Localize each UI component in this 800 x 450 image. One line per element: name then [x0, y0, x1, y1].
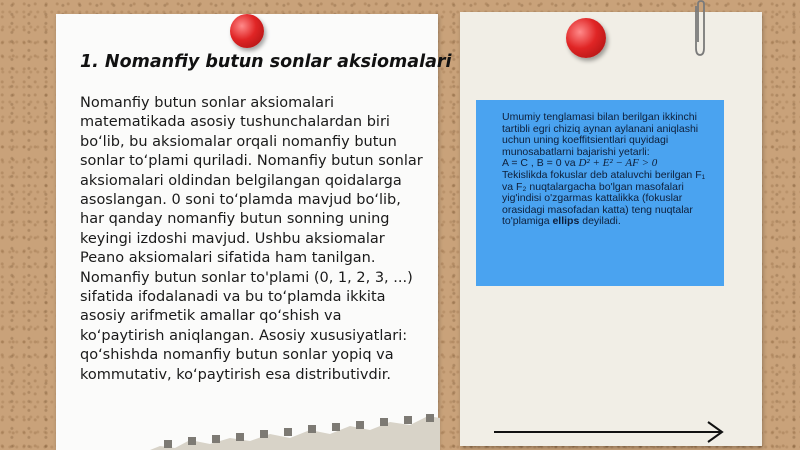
note-body-text: Nomanfiy butun sonlar aksiomalari matematikada asosiy tushunchalardan biri bo‘lib, bu aksiomalar orqali nomanfiy butun sonlar to‘plami quriladi. Nomanfiy butun sonlar aksiomalari oldindan belgilangan qoidalarga asoslangan. 0 soni to‘plamda mavjud bo‘lib, har qanday nomanfiy butun sonning uning keyingi izdoshi mavjud. Ushbu aksiomalar Peano aksiomalari sifatida ham tanilgan. Nomanfiy butun sonlar to'plami (0, 1, 2, 3, ...) sifatida ifodalanadi va bu to‘plamda ikkita asosiy arifmetik amallar qo‘shish va ko‘paytirish aniqlangan. Asosiy xususiyatlari: qo‘shishda nomanfiy butun sonlar yopiq va kommutativ, ko‘paytirish esa distributivdir.: [80, 95, 423, 383]
coefficient-conditions: A = C , B = 0 va: [502, 157, 576, 170]
page-title: 1. Nomanfiy butun sonlar aksiomalari: [80, 52, 452, 72]
push-pin-icon: [230, 14, 264, 48]
info-box: [476, 100, 724, 286]
ellipse-definition-text: Tekislikda fokuslar deb ataluvchi berilgan F₁ va F₂ nuqtalargacha bo'lgan masofalari yig'indisi o'zgarmas kattalikka (fokuslar orasidagi masofadan katta) teng nuqtalar to'plamiga: [502, 168, 706, 228]
paper-clip-icon: [692, 0, 708, 58]
torn-paper-edge: [150, 410, 440, 450]
ellipse-definition: [502, 170, 714, 228]
condition-formula: D² + E² − AF > 0: [578, 157, 658, 170]
push-pin-icon: [566, 18, 606, 58]
circle-condition-text: Umumiy tenglamasi bilan berilgan ikkinchi tartibli egri chiziq aynan aylanani aniqlashi uchun uning koeffitsientlari quyidagi munosabatlarni bajarishi yetarli:: [502, 111, 699, 158]
ellipse-definition-end: deyiladi.: [582, 215, 621, 228]
arrow-right-icon: [494, 420, 726, 446]
ellipse-term: ellips: [552, 215, 580, 228]
